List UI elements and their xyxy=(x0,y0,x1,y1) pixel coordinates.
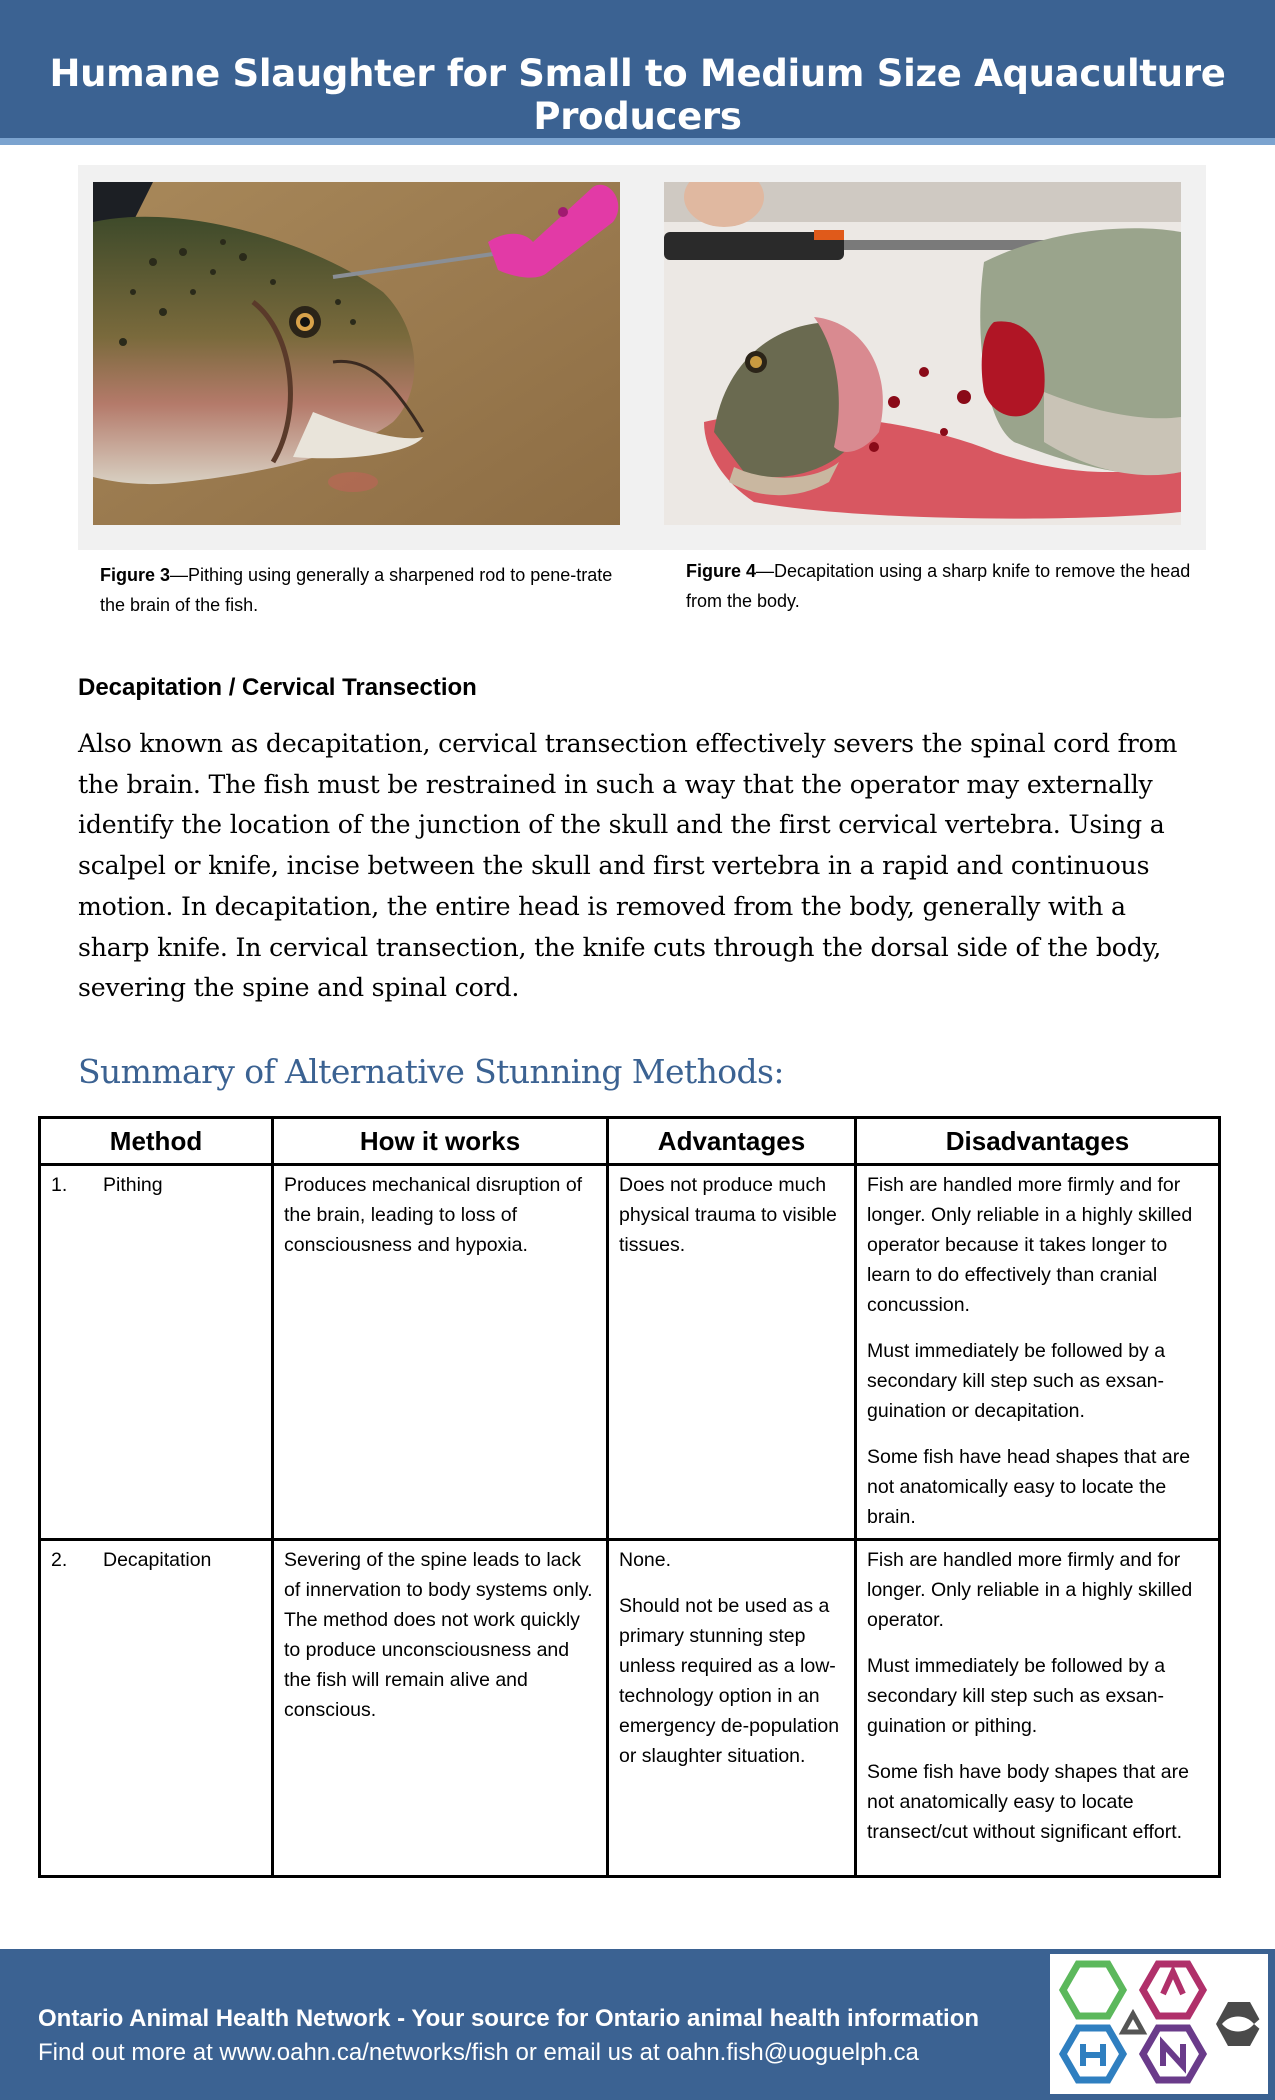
figure-3-caption xyxy=(100,560,620,620)
advantage-text: Does not produce much physical trauma to visible tissues. xyxy=(619,1174,837,1256)
how-cell: Severing of the spine leads to lack of innervation to body systems only. The method does not work quickly to produce unconsciousness and the fish will remain alive and conscious. xyxy=(273,1540,608,1877)
figure-4-caption xyxy=(686,556,1206,616)
method-name: Decapitation xyxy=(103,1549,212,1571)
table-row xyxy=(40,1540,1220,1877)
method-cell xyxy=(40,1165,273,1540)
table-row xyxy=(40,1165,1220,1540)
figure-4-label: Figure 4 xyxy=(686,561,757,581)
section-heading: Decapitation / Cervical Transection xyxy=(78,674,477,701)
footer-tagline: Ontario Animal Health Network - Your source for Ontario animal health information xyxy=(38,2005,980,2032)
method-number: 1. xyxy=(51,1174,68,1196)
disadvantages-cell xyxy=(856,1540,1220,1877)
advantages-cell xyxy=(608,1540,856,1877)
table-header-row xyxy=(40,1118,1220,1165)
disadvantage-text: Must immediately be followed by a secondary kill step such as exsan-guination or decapitation. xyxy=(867,1340,1166,1422)
disadvantage-text: Some fish have head shapes that are not anatomically easy to locate the brain. xyxy=(867,1446,1191,1528)
disadvantage-text: Must immediately be followed by a secondary kill step such as exsan-guination or pithing. xyxy=(867,1655,1166,1737)
section-body: Also known as decapitation, cervical transection effectively severs the spinal cord from the brain. The fish must be restrained in such a way that the operator may externally identify the location of the junction of the skull and the first cervical vertebra. Using a scalpel or knife, incise between the skull and first vertebra in a rapid and continuous motion. In decapitation, the entire head is removed from the body, generally with a sharp knife. In cervical transection, the knife cuts through the dorsal side of the body, severing the spine and spinal cord. xyxy=(78,729,1178,1003)
figure-4-text: —Decapitation using a sharp knife to remove the head from the body. xyxy=(686,561,1191,611)
footer-contact: Find out more at www.oahn.ca/networks/fish or email us at oahn.fish@uoguelph.ca xyxy=(38,2039,919,2066)
decapitation-photo xyxy=(664,182,1181,525)
summary-title: Summary of Alternative Stunning Methods: xyxy=(78,1052,784,1091)
header-disadvantages: Disadvantages xyxy=(856,1118,1220,1165)
page-header xyxy=(0,0,1275,145)
oahn-logo-icon xyxy=(1050,1954,1268,2094)
header-how-it-works: How it works xyxy=(273,1118,608,1165)
disadvantage-text: Some fish have body shapes that are not anatomically easy to locate transect/cut without significant effort. xyxy=(867,1761,1189,1843)
figure-3-text: —Pithing using generally a sharpened rod to pene-trate the brain of the fish. xyxy=(100,565,613,615)
advantage-text: Should not be used as a primary stunning step unless required as a low-technology option in an emergency de-population or slaughter situation. xyxy=(619,1595,840,1767)
pithing-photo xyxy=(93,182,620,525)
summary-table xyxy=(38,1116,1221,1878)
disadvantage-text: Fish are handled more firmly and for longer. Only reliable in a highly skilled operator because it takes longer to learn to do effectively than cranial concussion. xyxy=(867,1174,1193,1316)
header-method: Method xyxy=(40,1118,273,1165)
method-cell xyxy=(40,1540,273,1877)
figure-3-label: Figure 3 xyxy=(100,565,171,585)
method-name: Pithing xyxy=(103,1174,163,1196)
disadvantage-text: Fish are handled more firmly and for longer. Only reliable in a highly skilled operator. xyxy=(867,1549,1193,1631)
advantages-cell xyxy=(608,1165,856,1540)
how-cell: Produces mechanical disruption of the brain, leading to loss of consciousness and hypoxia. xyxy=(273,1165,608,1540)
disadvantages-cell xyxy=(856,1165,1220,1540)
header-advantages: Advantages xyxy=(608,1118,856,1165)
page-title: Humane Slaughter for Small to Medium Size Aquaculture Producers xyxy=(49,52,1226,138)
method-number: 2. xyxy=(51,1549,68,1571)
advantage-text: None. xyxy=(619,1549,672,1571)
